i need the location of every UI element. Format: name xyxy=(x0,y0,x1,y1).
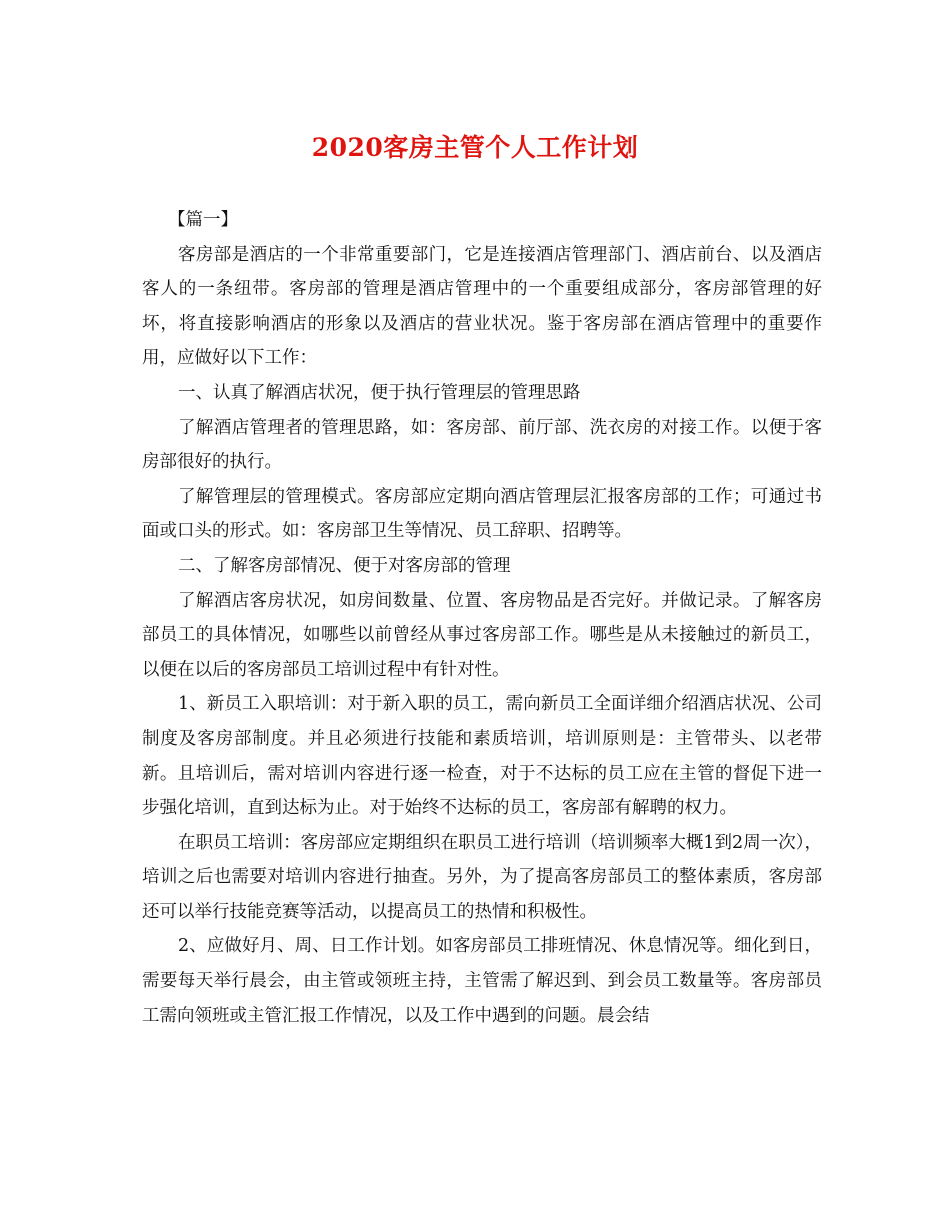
paragraph-management-mode: 了解管理层的管理模式。客房部应定期向酒店管理层汇报客房部的工作；可通过书面或口头的形式。如：客房部卫生等情况、员工辞职、招聘等。 xyxy=(142,486,822,542)
paragraph-onjob-training: 在职员工培训：客房部应定期组织在职员工进行培训（培训频率大概1到2周一次），培训之后也需要对培训内容进行抽查。另外，为了提高客房部员工的整体素质，客房部还可以举行技能竞赛等活动，以提高员工的热情和积极性。 xyxy=(142,832,822,922)
paragraph-intro: 客房部是酒店的一个非常重要部门，它是连接酒店管理部门、酒店前台、以及酒店客人的一条纽带。客房部的管理是酒店管理中的一个重要组成部分，客房部管理的好坏，将直接影响酒店的形象以及酒店的营业状况。鉴于客房部在酒店管理中的重要作用，应做好以下工作： xyxy=(142,244,822,369)
paragraph-management-ideas: 了解酒店管理者的管理思路，如：客房部、前厅部、洗衣房的对接工作。以便于客房部很好的执行。 xyxy=(142,417,822,473)
paragraph-new-staff-training: 1、新员工入职培训：对于新入职的员工，需向新员工全面详细介绍酒店状况、公司制度及客房部制度。并且必须进行技能和素质培训，培训原则是：主管带头、以老带新。且培训后，需对培训内容进行逐一检查，对于不达标的员工应在主管的督促下进一步强化培训，直到达标为止。对于始终不达标的员工，客房部有解聘的权力。 xyxy=(142,694,822,819)
document-title: 2020客房主管个人工作计划 xyxy=(311,133,639,162)
document-body xyxy=(142,203,822,1033)
paragraph-room-status: 了解酒店客房状况，如房间数量、位置、客房物品是否完好。并做记录。了解客房部员工的具体情况，如哪些以前曾经从事过客房部工作。哪些是从未接触过的新员工，以便在以后的客房部员工培训过程中有针对性。 xyxy=(142,590,822,680)
section-tag: 【篇一】 xyxy=(168,210,238,230)
paragraph-work-plan: 2、应做好月、周、日工作计划。如客房部员工排班情况、休息情况等。细化到日，需要每天举行晨会，由主管或领班主持，主管需了解迟到、到会员工数量等。客房部员工需向领班或主管汇报工作情况，以及工作中遇到的问题。晨会结 xyxy=(142,936,822,1026)
heading-section-two: 二、了解客房部情况、便于对客房部的管理 xyxy=(178,555,511,576)
heading-section-one: 一、认真了解酒店状况，便于执行管理层的管理思路 xyxy=(178,382,581,403)
